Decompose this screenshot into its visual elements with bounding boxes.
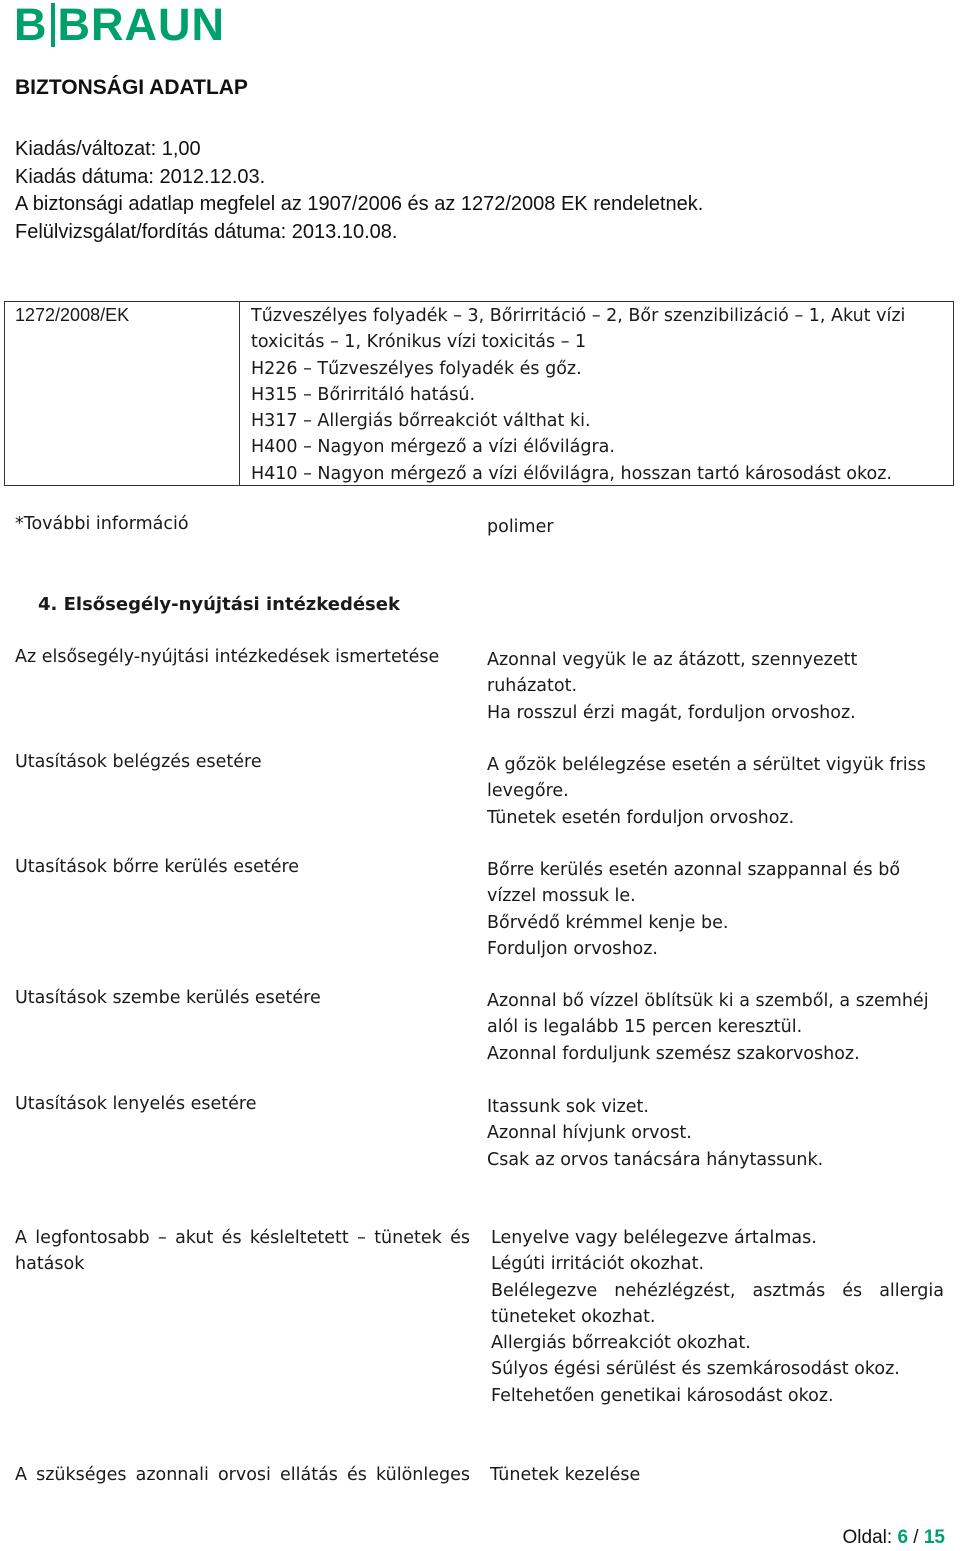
inhalation-label: Utasítások belégzés esetére xyxy=(15,752,262,772)
meta-regulation: A biztonsági adatlap megfelel az 1907/2006 és az 1272/2008 EK rendeletnek. xyxy=(15,193,704,215)
document-title: BIZTONSÁGI ADATLAP xyxy=(15,76,248,99)
extra-info-value xyxy=(487,514,554,540)
value-line: Lenyelve vagy belélegezve ártalmas. xyxy=(491,1228,817,1248)
value-line: Feltehetően genetikai károsodást okoz. xyxy=(491,1385,834,1406)
eye-contact-label: Utasítások szembe kerülés esetére xyxy=(15,988,321,1008)
extra-info-text: polimer xyxy=(487,517,554,537)
value-line: Allergiás bőrreakciót okozhat. xyxy=(491,1333,751,1354)
label-line: hatások xyxy=(15,1254,85,1275)
label-line: A legfontosabb – akut és késleltetett – tünetek és xyxy=(15,1228,470,1248)
value-line: alól is legalább 15 percen keresztül. xyxy=(487,1017,803,1038)
hazard-statement-h226: H226 – Tűzveszélyes folyadék és gőz. xyxy=(251,358,582,379)
page-separator: / xyxy=(913,1527,919,1548)
classification-lines xyxy=(251,303,941,487)
classification-code: 1272/2008/EK xyxy=(15,305,130,325)
medical-attention-value xyxy=(490,1462,640,1488)
inhalation-value xyxy=(487,752,926,831)
ingestion-value xyxy=(487,1094,823,1173)
hazard-statement-h315: H315 – Bőrirritáló hatású. xyxy=(251,384,476,405)
medical-attention-label xyxy=(15,1462,470,1488)
first-aid-description-label: Az elsősegély-nyújtási intézkedések ismertetése xyxy=(15,647,440,667)
section-title: 4. Elsősegély-nyújtási intézkedések xyxy=(38,594,400,615)
value-line: Azonnal forduljunk szemész szakorvoshoz. xyxy=(487,1043,860,1064)
first-aid-description-value xyxy=(487,647,857,726)
meta-version: Kiadás/változat: 1,00 xyxy=(15,138,201,160)
meta-issue-date: Kiadás dátuma: 2012.12.03. xyxy=(15,165,266,188)
classification-line: Tűzveszélyes folyadék – 3, Bőrirritáció – 2, Bőr szenzibilizáció – 1, Akut vízi xyxy=(251,306,906,326)
hazard-statement-h317: H317 – Allergiás bőrreakciót válthat ki. xyxy=(251,411,591,432)
value-line: Azonnal vegyük le az átázott, szennyezett xyxy=(487,650,858,670)
value-line: ruházatot. xyxy=(487,676,578,697)
extra-info-label: *További információ xyxy=(15,514,189,534)
eye-contact-value xyxy=(487,988,929,1067)
value-line: Tünetek kezelése xyxy=(490,1465,641,1485)
value-line: Légúti irritációt okozhat. xyxy=(491,1254,705,1275)
logo-bar xyxy=(51,3,55,47)
current-page: 6 xyxy=(897,1527,909,1548)
meta-revision-date: Felülvizsgálat/fordítás dátuma: 2013.10.08. xyxy=(15,220,398,243)
total-pages: 15 xyxy=(923,1527,945,1548)
value-line: vízzel mossuk le. xyxy=(487,886,636,907)
value-line: Ha rosszul érzi magát, forduljon orvoshoz. xyxy=(487,702,856,723)
hazard-statement-h410: H410 – Nagyon mérgező a vízi élővilágra, hosszan tartó károsodást okoz. xyxy=(251,463,892,484)
value-line: Bőrvédő krémmel kenje be. xyxy=(487,912,729,933)
value-line: A gőzök belélegzése esetén a sérültet vigyük friss xyxy=(487,755,926,775)
bbraun-logo xyxy=(14,2,225,48)
page-prefix: Oldal: xyxy=(842,1527,893,1548)
value-line: levegőre. xyxy=(487,781,569,802)
symptoms-value xyxy=(491,1225,944,1409)
value-line: Súlyos égési sérülést és szemkárosodást okoz. xyxy=(491,1359,900,1380)
value-line: Forduljon orvoshoz. xyxy=(487,938,658,959)
skin-contact-value xyxy=(487,857,900,962)
value-line: Bőrre kerülés esetén azonnal szappannal és bő xyxy=(487,860,901,880)
hazard-statement-h400: H400 – Nagyon mérgező a vízi élővilágra. xyxy=(251,437,615,458)
classification-line: toxicitás – 1, Krónikus vízi toxicitás – 1 xyxy=(251,332,587,353)
value-line: tüneteket okozhat. xyxy=(491,1306,656,1327)
value-line: Itassunk sok vizet. xyxy=(487,1097,649,1117)
document-meta xyxy=(15,136,703,246)
classification-table xyxy=(4,301,954,486)
value-line: Tünetek esetén forduljon orvoshoz. xyxy=(487,807,795,828)
label-line: A szükséges azonnali orvosi ellátás és különleges xyxy=(15,1465,470,1485)
classification-code-cell xyxy=(5,302,240,485)
ingestion-label: Utasítások lenyelés esetére xyxy=(15,1094,257,1114)
symptoms-label xyxy=(15,1225,470,1278)
page-footer xyxy=(843,1527,945,1549)
value-line: Belélegezve nehézlégzést, asztmás és allergia xyxy=(491,1280,944,1301)
value-line: Azonnal bő vízzel öblítsük ki a szemből, a szemhéj xyxy=(487,991,929,1011)
value-line: Csak az orvos tanácsára hánytassunk. xyxy=(487,1149,824,1170)
value-line: Azonnal hívjunk orvost. xyxy=(487,1123,692,1144)
logo-wordmark: BRAUN xyxy=(57,0,225,50)
logo-letter-b: B xyxy=(14,0,48,50)
skin-contact-label: Utasítások bőrre kerülés esetére xyxy=(15,857,300,877)
